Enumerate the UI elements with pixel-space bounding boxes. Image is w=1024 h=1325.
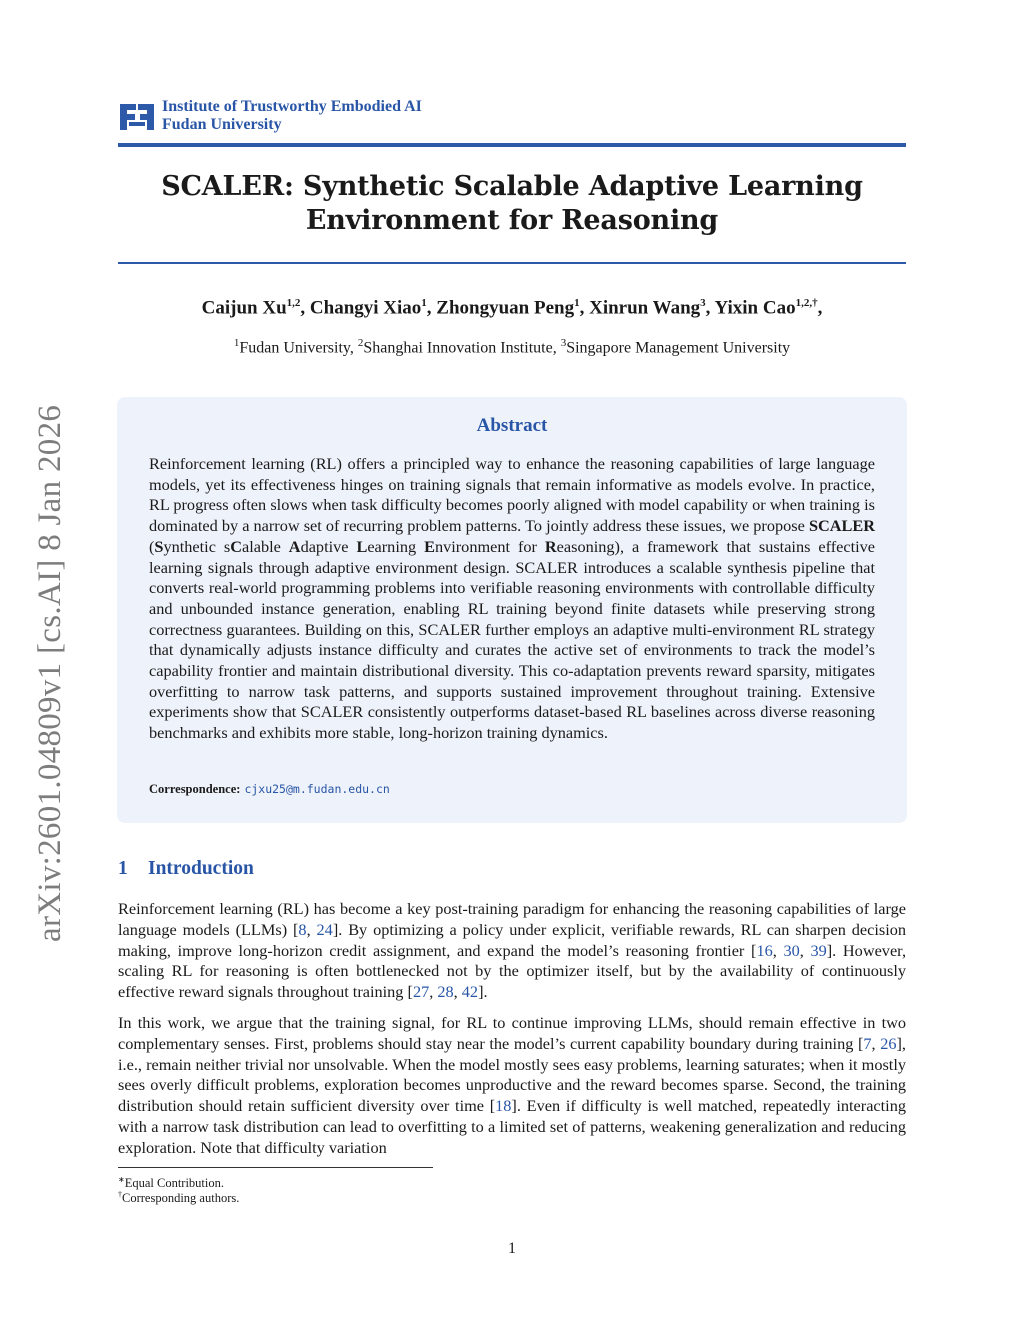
author-name: Changyi Xiao	[309, 297, 422, 319]
paragraph-text: ]. However, scaling RL for reasoning is often bottlenecked not by the optimizer itself, but by the availability of continuously effective reward signals throughout training [	[118, 940, 907, 1002]
author-name: Zhongyuan Peng	[436, 297, 575, 319]
citation-link[interactable]: 26	[880, 1033, 897, 1053]
fudan-logo-icon	[118, 100, 156, 134]
section-title: Introduction	[148, 858, 254, 879]
footnote-rule	[118, 1167, 433, 1168]
arxiv-identifier: arXiv:2601.04809v1 [cs.AI] 8 Jan 2026	[32, 404, 68, 942]
acronym-letter: C	[230, 536, 242, 556]
author-separator: ,	[817, 297, 823, 319]
paragraph-text: In this work, we argue that the training signal, for RL to continue improving LLMs, should remain effective in two complementary senses. First, problems should stay near the model’s current capability boundary during training [	[118, 1013, 906, 1053]
institute-line-2: Fudan University	[162, 116, 282, 133]
author-affiliation-marker: 3	[700, 297, 706, 309]
paragraph-text: ,	[453, 982, 462, 1002]
acronym-letter: R	[544, 536, 557, 556]
institute-name	[162, 98, 422, 134]
affiliation-marker: 3	[560, 337, 567, 349]
author-separator: ,	[579, 297, 590, 319]
abstract-heading: Abstract	[476, 415, 548, 436]
author-affiliation-marker: 1,2	[286, 297, 301, 309]
section-number: 1	[118, 858, 128, 879]
author-separator: ,	[426, 297, 437, 319]
footnote-corresponding	[118, 1187, 239, 1206]
paragraph-text: ,	[799, 940, 811, 960]
acronym-letter: E	[424, 536, 435, 556]
citation-link[interactable]: 16	[756, 940, 773, 960]
citation-link[interactable]: 42	[461, 982, 479, 1002]
acronym-rest: easoning	[556, 536, 615, 556]
footnote-text: Equal Contribution.	[124, 1176, 225, 1191]
acronym-rest: nvironment for	[434, 536, 545, 556]
author-affiliation-marker: 1,2,†	[795, 297, 818, 309]
correspondence-label: Correspondence:	[149, 782, 241, 796]
institution-header	[118, 98, 906, 146]
page-number: 1	[508, 1240, 516, 1257]
paragraph-text: ,	[772, 940, 784, 960]
author-list	[118, 290, 906, 321]
affiliation-name: Shanghai Innovation Institute	[363, 339, 553, 357]
acronym-rest: alable	[241, 536, 289, 556]
correspondence-email-link[interactable]: cjxu25@m.fudan.edu.cn	[244, 782, 390, 796]
acronym-rest: ynthetic s	[163, 536, 231, 556]
abstract-text: Reinforcement learning (RL) offers a principled way to enhance the reasoning capabilities of large language models, yet its effectiveness hinges on training signals that remain informative as models evolve. In practice, RL progress often slows when task difficulty becomes poorly aligned with model capability or when training is dominated by a narrow set of recurring problem patterns. To jointly address these issues, we propose SCALER (Synthetic sCalable Adaptive Learning Environment for Reasoning), a framework that sustains effective learning signals through adaptive environment design. SCALER introduces a scalable synthesis pipeline that converts real-world programming problems into verifiable reasoning environments with controllable difficulty and unbounded instance generation, enabling RL training beyond finite datasets while preserving strong correctness guarantees. Building on this, SCALER further employs an adaptive multi-environment RL strategy that dynamically adjusts instance difficulty and curates the active set of environments to track the model’s capability frontier and maintain distributional diversity. This co-adaptation prevents reward sparsity, mitigates overfitting to narrow task patterns, and supports sustained improvement throughout training. Extensive experiments show that SCALER consistently outperforms dataset-based RL baselines across diverse reasoning benchmarks and exhibits more stable, long-horizon training dynamics.	[149, 454, 876, 743]
affiliation-name: Fudan University	[239, 339, 350, 357]
citation-link[interactable]: 28	[437, 982, 454, 1002]
citation-link[interactable]: 18	[495, 1096, 512, 1116]
abstract-text-before: Reinforcement learning (RL) offers a principled way to enhance the reasoning capabilities of large language models, yet its effectiveness hinges on training signals that remain informative as models evolve. In practice, RL progress often slows when task difficulty becomes poorly aligned with model capability or when training is dominated by a narrow set of recurring problem patterns. To jointly address these issues, we propose	[149, 454, 875, 536]
title-line-1: SCALER: Synthetic Scalable Adaptive Learning	[161, 171, 863, 202]
citation-link[interactable]: 7	[863, 1033, 872, 1053]
section-heading-introduction	[118, 858, 254, 880]
acronym-rest: earning	[367, 536, 425, 556]
acronym-letter: L	[356, 536, 368, 556]
acronym-expansion	[154, 537, 614, 556]
affiliation-separator: ,	[552, 339, 561, 357]
affiliation-marker: 1	[233, 337, 240, 349]
affiliation-name: Singapore Management University	[566, 339, 791, 357]
citation-link[interactable]: 30	[783, 940, 800, 960]
paragraph-text: ,	[871, 1033, 881, 1053]
abstract-box	[117, 397, 907, 823]
intro-paragraph-1	[118, 899, 906, 1003]
paragraph-text: Reinforcement learning (RL) has become a key post-training paradigm for enhancing the reasoning capabilities of large language models (LLMs) [	[118, 899, 906, 939]
affiliation-marker: 2	[357, 337, 364, 349]
header-rule	[118, 143, 906, 147]
author-name: Yixin Cao	[714, 297, 796, 319]
footnote-symbol: †	[118, 1190, 122, 1199]
acronym-letter: A	[288, 536, 301, 556]
affiliation-list	[118, 332, 906, 359]
paragraph-text: ], i.e., remain neither trivial nor unsolvable. When the model mostly sees easy problems, learning saturates; when it mostly sees overly difficult problems, exploration becomes unproductive and the reward becomes sparse. Second, the training distribution should retain sufficient diversity over time [	[118, 1033, 907, 1116]
author-separator: ,	[705, 297, 715, 319]
author-affiliation-marker: 1	[421, 297, 427, 309]
framework-name: SCALER	[808, 516, 875, 536]
citation-link[interactable]: 39	[810, 940, 827, 960]
abstract-text-after: ), a framework that sustains effective learning signals through adaptive environment design. SCALER introduces a scalable synthesis pipeline that converts real-world programming problems into verifiable reasoning environments with controllable difficulty and unbounded instance generation, enabling RL training beyond finite datasets while preserving strong correctness guarantees. Building on this, SCALER further employs an adaptive multi-environment RL strategy that dynamically adjusts instance difficulty and curates the active set of environments to track the model’s capability frontier and maintain distributional diversity. This co-adaptation prevents reward sparsity, mitigates overfitting to narrow task patterns, and supports sustained improvement throughout training. Extensive experiments show that SCALER consistently outperforms dataset-based RL baselines across diverse reasoning benchmarks and exhibits more stable, long-horizon training dynamics.	[149, 536, 876, 743]
footnote-text: Corresponding authors.	[122, 1191, 240, 1206]
author-name: Xinrun Wang	[589, 297, 701, 319]
citation-link[interactable]: 27	[412, 982, 430, 1002]
acronym-rest: daptive	[300, 536, 357, 556]
acronym-letter: S	[154, 536, 164, 556]
footnote-symbol: ∗	[118, 1175, 125, 1184]
paragraph-text: ,	[306, 919, 317, 939]
author-separator: ,	[300, 297, 310, 319]
paper-title	[118, 170, 906, 238]
author-name: Caijun Xu	[201, 297, 287, 319]
title-line-2: Environment for Reasoning	[305, 205, 719, 236]
paragraph-text: ].	[478, 982, 488, 1002]
paragraph-text: ]. Even if difficulty is well matched, repeatedly interacting with a narrow task distribution can lead to overfitting to a limited set of patterns, weakening generalization and reducing exploration. Note that difficulty variation	[118, 1096, 906, 1157]
institute-line-1: Institute of Trustworthy Embodied AI	[162, 98, 422, 115]
paragraph-text: ]. By optimizing a policy under explicit, verifiable rewards, RL can sharpen decision making, improve long-horizon credit assignment, and expand the model’s reasoning frontier [	[118, 919, 907, 960]
paragraph-text: ,	[429, 982, 438, 1002]
author-affiliation-marker: 1	[574, 297, 580, 309]
title-rule	[118, 262, 906, 264]
correspondence	[149, 782, 390, 797]
citation-link[interactable]: 8	[298, 919, 307, 939]
affiliation-separator: ,	[349, 339, 358, 357]
citation-link[interactable]: 24	[316, 919, 333, 939]
intro-paragraph-2	[118, 1013, 906, 1159]
